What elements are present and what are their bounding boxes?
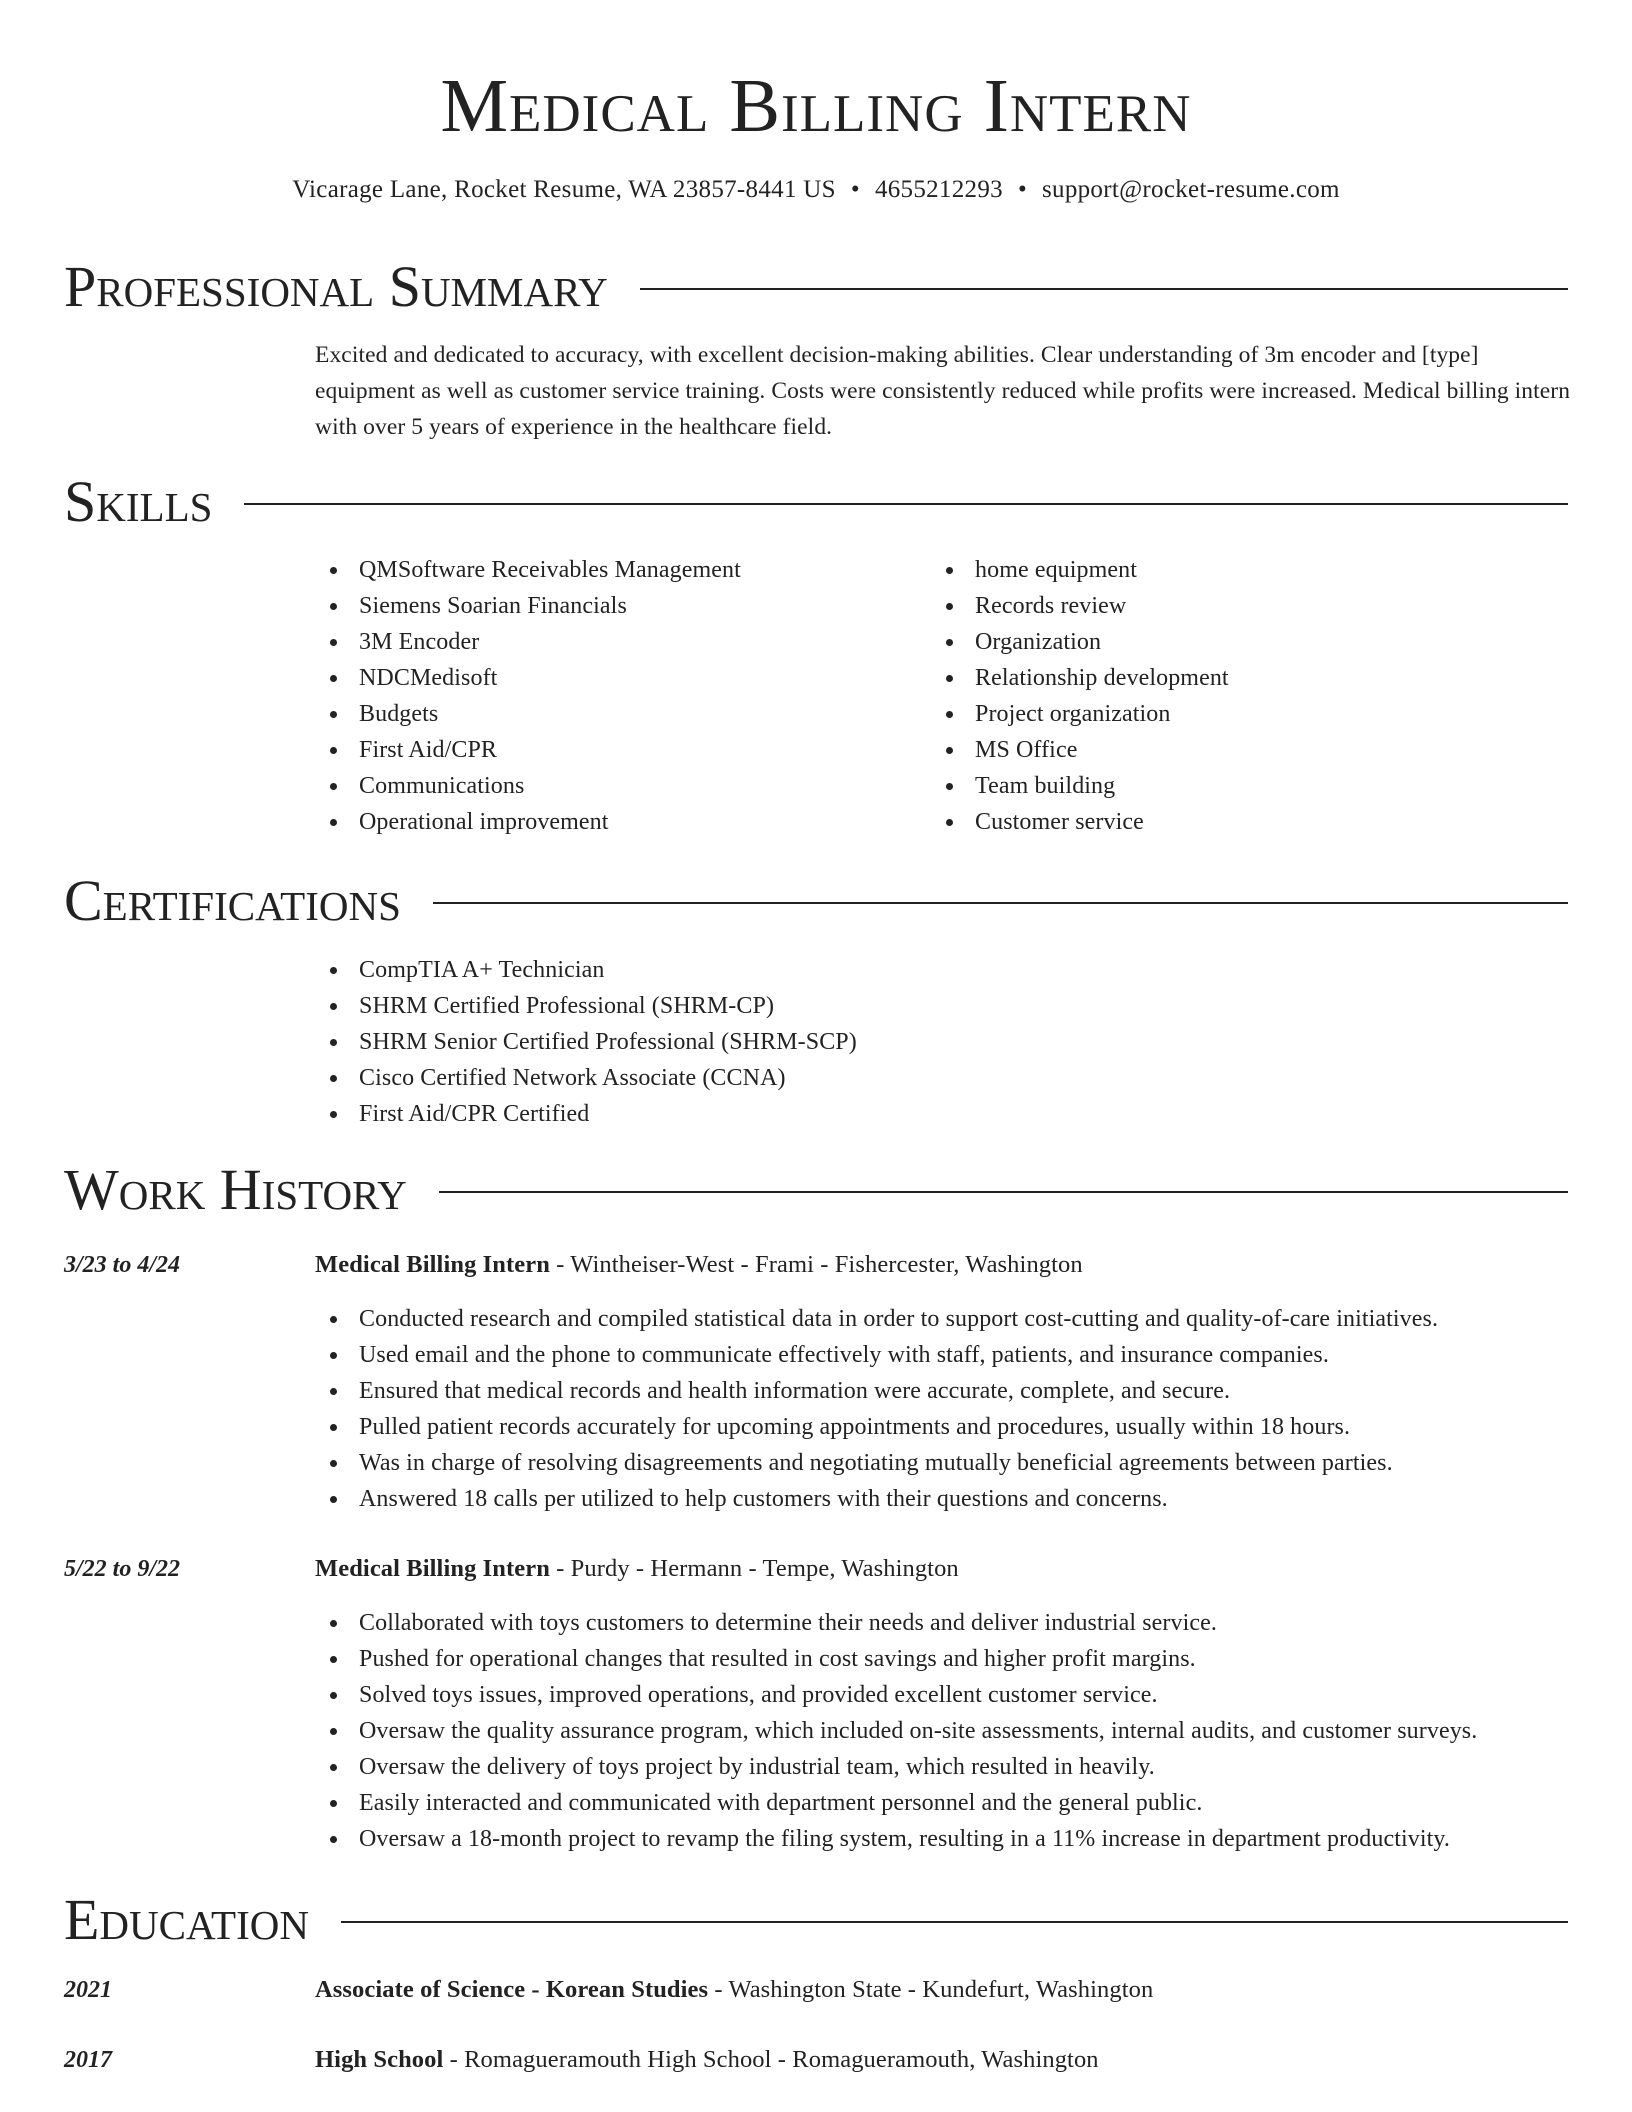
education-line xyxy=(315,2042,1099,2078)
certification-item: Cisco Certified Network Associate (CCNA) xyxy=(315,1060,857,1096)
certification-item: SHRM Senior Certified Professional (SHRM-SCP) xyxy=(315,1024,857,1060)
job-bullet: Pushed for operational changes that resulted in cost savings and higher profit margins. xyxy=(315,1641,1477,1677)
resume-name: Medical Billing Intern xyxy=(440,64,1192,148)
job-bullet: Solved toys issues, improved operations, and provided excellent customer service. xyxy=(315,1677,1477,1713)
contact-separator: • xyxy=(1017,176,1027,203)
job-role: Medical Billing Intern xyxy=(315,1555,550,1582)
skills-list-right xyxy=(931,552,1491,840)
skill-item: Relationship development xyxy=(931,660,1491,696)
education-year: 2017 xyxy=(64,2047,112,2073)
job-bullet: Used email and the phone to communicate effectively with staff, patients, and insurance companies. xyxy=(315,1337,1438,1373)
section-header-certifications xyxy=(64,866,1568,936)
job-bullets xyxy=(315,1301,1438,1517)
education-line xyxy=(315,1972,1153,2008)
job-employer: - Wintheiser-West - Frami - Fishercester, Washington xyxy=(549,1251,1083,1278)
skill-item: Communications xyxy=(315,768,875,804)
job-title-line xyxy=(315,1247,1083,1283)
skills-list-left xyxy=(315,552,875,840)
skill-item: Team building xyxy=(931,768,1491,804)
job-role: Medical Billing Intern xyxy=(315,1251,550,1278)
skill-item: MS Office xyxy=(931,732,1491,768)
job-bullet: Pulled patient records accurately for upcoming appointments and procedures, usually within 18 hours. xyxy=(315,1409,1438,1445)
certification-item: SHRM Certified Professional (SHRM-CP) xyxy=(315,988,857,1024)
skill-item: QMSoftware Receivables Management xyxy=(315,552,875,588)
job-bullets xyxy=(315,1605,1477,1857)
contact-separator: • xyxy=(850,176,860,203)
certifications-list xyxy=(315,952,857,1132)
education-degree: High School xyxy=(315,2046,444,2073)
skill-item: Customer service xyxy=(931,804,1491,840)
education-school: - Romagueramouth High School - Romagueramouth, Washington xyxy=(443,2046,1099,2073)
section-header-summary xyxy=(64,252,1568,322)
contact-phone: 4655212293 xyxy=(874,176,1003,203)
education-degree: Associate of Science - Korean Studies xyxy=(315,1976,709,2003)
contact-email[interactable]: support@rocket-resume.com xyxy=(1042,176,1340,203)
job-bullet: Oversaw the delivery of toys project by industrial team, which resulted in heavily. xyxy=(315,1749,1477,1785)
job-bullet: Conducted research and compiled statistical data in order to support cost-cutting and quality-of-care initiatives. xyxy=(315,1301,1438,1337)
skill-item: Organization xyxy=(931,624,1491,660)
education-year: 2021 xyxy=(64,1977,112,2003)
job-employer: - Purdy - Hermann - Tempe, Washington xyxy=(549,1555,959,1582)
contact-address: Vicarage Lane, Rocket Resume, WA 23857-8441 US xyxy=(292,176,836,203)
contact-line xyxy=(0,174,1632,206)
job-bullet: Easily interacted and communicated with department personnel and the general public. xyxy=(315,1785,1477,1821)
section-header-education xyxy=(64,1885,1568,1955)
job-bullet: Was in charge of resolving disagreements and negotiating mutually beneficial agreements between parties. xyxy=(315,1445,1438,1481)
skill-item: NDCMedisoft xyxy=(315,660,875,696)
section-title-summary: Professional Summary xyxy=(64,254,608,319)
section-divider xyxy=(341,1921,1568,1923)
skill-item: home equipment xyxy=(931,552,1491,588)
section-header-skills xyxy=(64,467,1568,537)
certification-item: CompTIA A+ Technician xyxy=(315,952,857,988)
skill-item: 3M Encoder xyxy=(315,624,875,660)
job-bullet: Answered 18 calls per utilized to help customers with their questions and concerns. xyxy=(315,1481,1438,1517)
skill-item: Budgets xyxy=(315,696,875,732)
job-dates: 5/22 to 9/22 xyxy=(64,1556,181,1582)
section-divider xyxy=(640,288,1568,290)
section-divider xyxy=(244,503,1568,505)
job-bullet: Oversaw a 18-month project to revamp the filing system, resulting in a 11% increase in department productivity. xyxy=(315,1821,1477,1857)
job-bullet: Collaborated with toys customers to determine their needs and deliver industrial service. xyxy=(315,1605,1477,1641)
job-bullet: Oversaw the quality assurance program, which included on-site assessments, internal audits, and customer surveys. xyxy=(315,1713,1477,1749)
summary-text: Excited and dedicated to accuracy, with excellent decision-making abilities. Clear understanding of 3m encoder and [type] equipment as well as customer service training. Costs were consistently reduced while profits were increased. Medical billing intern with over 5 years of experience in the healthcare field. xyxy=(315,342,1571,440)
section-title-skills: Skills xyxy=(64,469,213,534)
section-divider xyxy=(439,1191,1568,1193)
skill-item: Siemens Soarian Financials xyxy=(315,588,875,624)
job-title-line xyxy=(315,1551,959,1587)
certification-item: First Aid/CPR Certified xyxy=(315,1096,857,1132)
skill-item: Records review xyxy=(931,588,1491,624)
skill-item: Operational improvement xyxy=(315,804,875,840)
section-title-work-history: Work History xyxy=(64,1157,407,1222)
education-school: - Washington State - Kundefurt, Washington xyxy=(708,1976,1154,2003)
skill-item: First Aid/CPR xyxy=(315,732,875,768)
job-bullet: Ensured that medical records and health information were accurate, complete, and secure. xyxy=(315,1373,1438,1409)
section-title-education: Education xyxy=(64,1887,309,1952)
section-divider xyxy=(433,902,1568,904)
job-dates: 3/23 to 4/24 xyxy=(64,1252,181,1278)
section-title-certifications: Certifications xyxy=(64,868,401,933)
skill-item: Project organization xyxy=(931,696,1491,732)
section-header-work-history xyxy=(64,1155,1568,1225)
